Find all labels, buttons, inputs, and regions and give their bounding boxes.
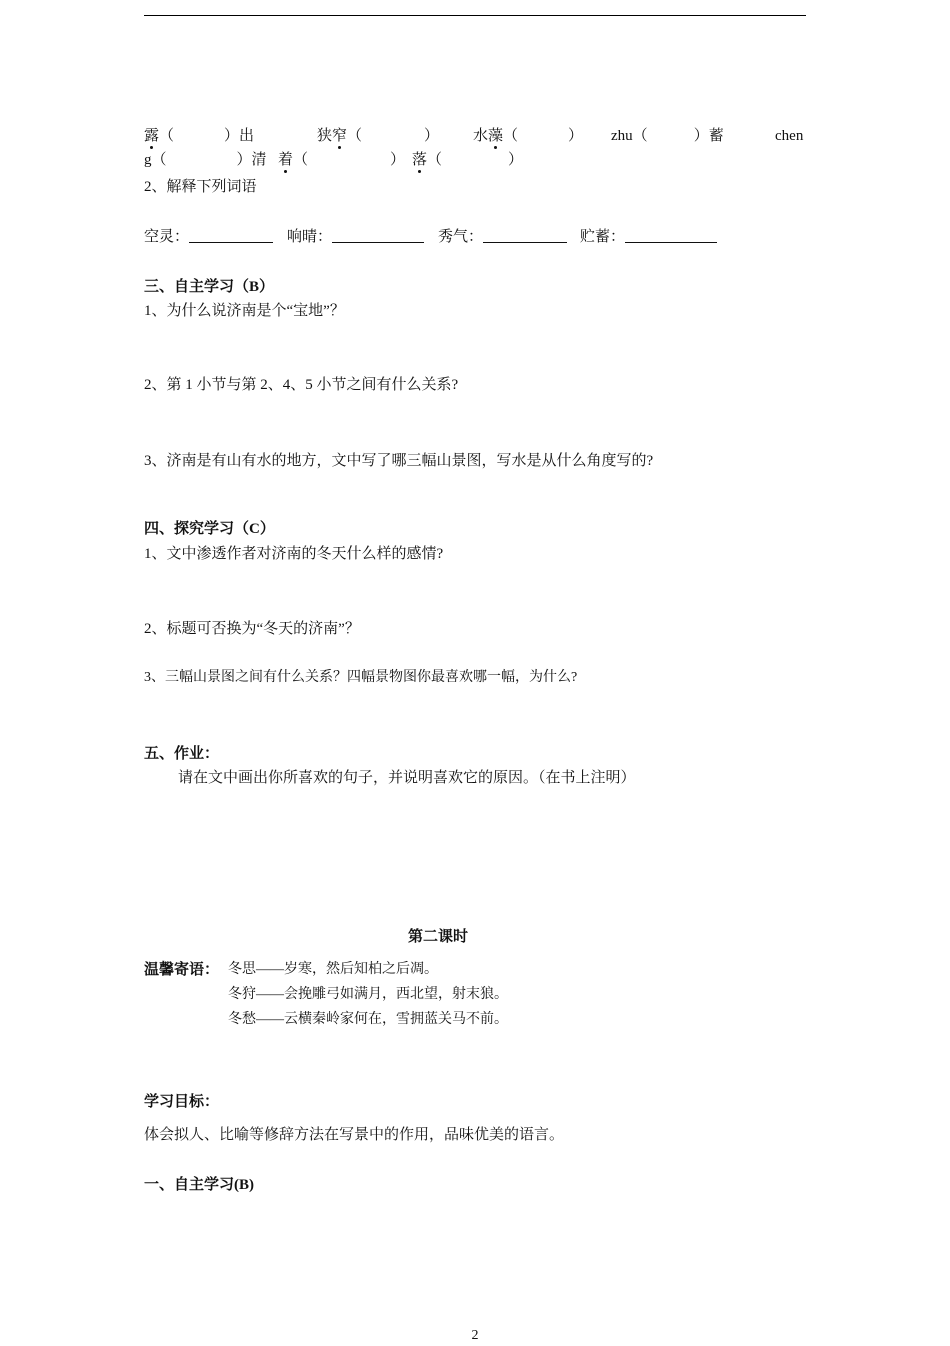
vocab-item-3: 秀气：	[438, 227, 567, 247]
section3-title: 三、自主学习（B）	[144, 279, 275, 295]
dotted-char: 着	[278, 152, 294, 168]
lesson2-section1-title: 一、自主学习(B)	[144, 1177, 254, 1193]
vocab-item-4: 贮蓄：	[580, 227, 717, 247]
answer-blank[interactable]	[483, 228, 567, 243]
section4-q3: 3、三幅山景图之间有什么关系？四幅景物图你最喜欢哪一幅，为什么?	[144, 670, 578, 685]
answer-blank[interactable]	[332, 228, 424, 243]
pinyin-word-1: 露（ ）出	[144, 128, 255, 144]
lesson2-title: 第二课时	[407, 929, 468, 945]
pinyin-word-7: 落（ ）	[412, 152, 524, 168]
page-number: 2	[471, 1328, 479, 1343]
q2-title: 2、解释下列词语	[144, 179, 257, 195]
section4-title: 四、探究学习（C）	[144, 521, 275, 537]
pinyin-word-2: 狭窄（ ）	[317, 128, 440, 144]
greeting-line-1: 冬思——岁寒，然后知柏之后凋。	[228, 962, 438, 977]
section4-q1: 1、文中渗透作者对济南的冬天什么样的感情?	[144, 546, 444, 562]
section3-q1: 1、为什么说济南是个“宝地”？	[144, 303, 345, 319]
dotted-char: 藻	[488, 128, 504, 144]
greeting-label: 温馨寄语：	[144, 962, 220, 978]
greeting-line-2: 冬狩——会挽雕弓如满月，西北望，射末狼。	[228, 987, 508, 1002]
pinyin-word-5-cont: g（ ）清	[144, 152, 267, 168]
vocab-item-1: 空灵：	[144, 227, 273, 247]
section5-text: 请在文中画出你所喜欢的句子，并说明喜欢它的原因。（在书上注明）	[178, 770, 636, 786]
vocab-item-2: 响晴：	[287, 227, 424, 247]
section4-q2: 2、标题可否换为“冬天的济南”？	[144, 621, 360, 637]
section3-q2: 2、第 1 小节与第 2、4、5 小节之间有什么关系?	[144, 377, 459, 393]
dotted-char: 窄	[332, 128, 348, 144]
answer-blank[interactable]	[625, 228, 717, 243]
dotted-char: 落	[412, 152, 428, 168]
goal-text: 体会拟人、比喻等修辞方法在写景中的作用，品味优美的语言。	[144, 1127, 565, 1143]
pinyin-word-4: zhu（ ）蓄	[611, 128, 724, 144]
pinyin-word-5: chen	[775, 128, 804, 144]
section3-q3: 3、济南是有山有水的地方，文中写了哪三幅山景图，写水是从什么角度写的?	[144, 453, 654, 469]
section5-title: 五、作业：	[144, 746, 220, 762]
pinyin-word-3: 水藻（ ）	[473, 128, 584, 144]
header-rule	[144, 15, 806, 16]
dotted-char: 露	[144, 128, 160, 144]
pinyin-word-6: 着（ ）	[278, 152, 406, 168]
answer-blank[interactable]	[189, 228, 273, 243]
greeting-line-3: 冬愁——云横秦岭家何在，雪拥蓝关马不前。	[228, 1012, 508, 1027]
goal-label: 学习目标：	[144, 1094, 220, 1110]
